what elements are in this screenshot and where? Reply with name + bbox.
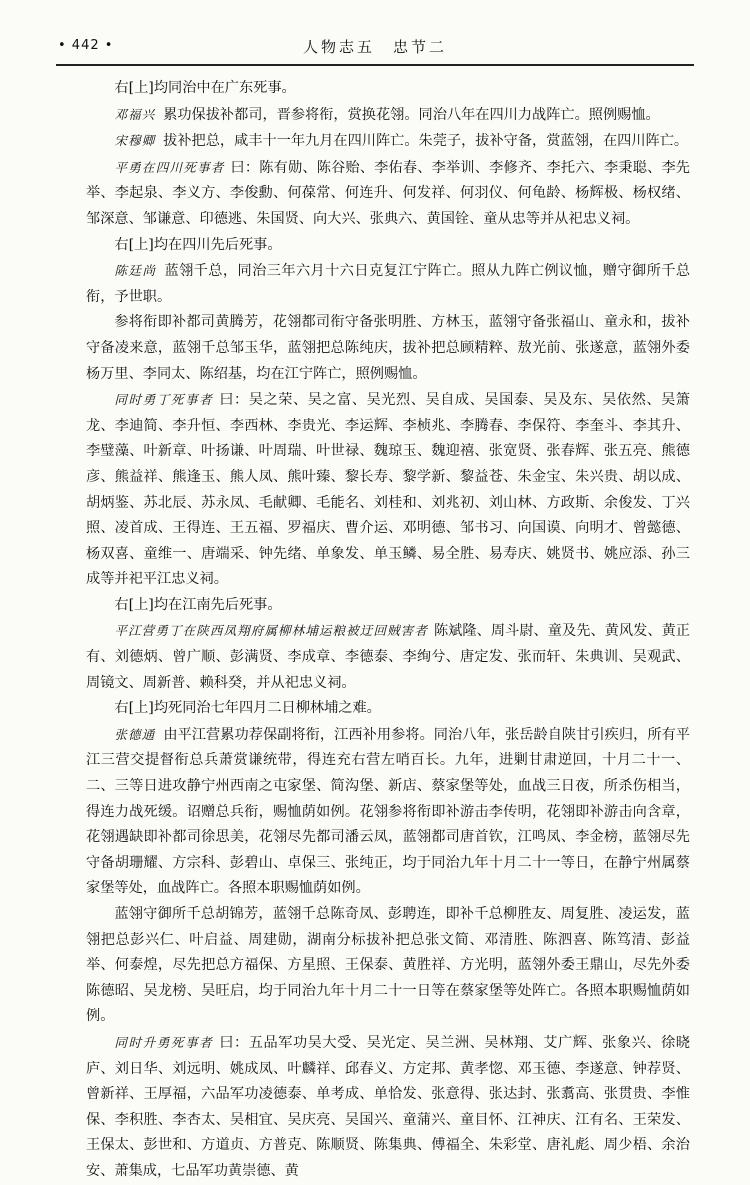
page-body xyxy=(86,76,690,1185)
paragraph: 陈廷尚 蓝翎千总，同治三年六月十六日克复江宁阵亡。照从九阵亡例议恤，赠守御所千总衔，予世职。 xyxy=(86,263,691,305)
running-title: 人物志五 忠节二 xyxy=(302,38,447,56)
person-name: 宋穆卿 xyxy=(114,133,156,149)
page-number: • 442 • xyxy=(58,38,114,53)
paragraph: 右[上]均死同治七年四月二日柳林埔之难。 xyxy=(114,700,381,717)
group-heading: 同时升勇死事者 xyxy=(114,1034,214,1050)
person-name: 邓福兴 xyxy=(114,106,156,122)
paragraph: 张德通 由平江营累功荐保副将衔，江西补用参将。同治八年，张岳龄自陕甘引疾归，所有平江三营交提督衔总兵萧赏谦统带，得连充右营左哨百长。九年，进剿甘肃逆回，十月二十一、二、三等日进攻静宁州西南之屯家堡、简沟堡、新店、蔡家堡等处，血战三日夜，所杀伤相当，得连力战死缓。诏赠总兵衔，赐恤荫如例。花翎参将衔即补游击李传明，花翎即补游击向含章，花翎遇缺即补都司徐思美，花翎尽先都司潘云凤，蓝翎都司唐首钦，江鸣凤、李金榜，蓝翎尽先守备胡珊耀、方宗科、彭碧山、卓保三、张纯正，均于同治九年十月二十一等日，在静宁州属蔡家堡等处，血战阵亡。各照本职赐恤荫如例。 xyxy=(86,726,690,897)
paragraph: 平江营勇丁在陕西凤翔府属柳林埔运粮被迂回贼害者 陈斌隆、周斗尉、童及先、黄风发、黄正有、刘德炳、曾广顺、彭满贤、李成章、李德泰、李绚兮、唐定发、张而轩、朱典训、吴观武、周镜文、周新普、赖科癸，并从祀忠义祠。 xyxy=(86,623,690,691)
person-name: 张德通 xyxy=(114,726,156,742)
group-heading: 平勇在四川死事者 xyxy=(114,159,225,175)
group-heading: 同时勇丁死事者 xyxy=(114,392,214,408)
paragraph: 右[上]均同治中在广东死事。 xyxy=(114,80,296,96)
header-rule xyxy=(56,64,694,66)
paragraph: 蓝翎守御所千总胡锦芳，蓝翎千总陈奇凤、彭聘连，即补千总柳胜友、周复胜、凌运发，蓝翎把总彭兴仁、叶启益、周建勋，湖南分标拔补把总张文简、邓清胜、陈泗喜、陈笃清、彭益举、何泰煌，尽先把总方福保、方星照、王保泰、黄胜祥、方光明，蓝翎外委王鼎山，尽先外委陈德昭、吴龙榜、吴旺启，均于同治九年十月二十一日等在蔡家堡等处阵亡。各照本职赐恤荫如例。 xyxy=(86,906,690,1025)
paragraph: 右[上]均在江南先后死事。 xyxy=(114,596,282,613)
paragraph: 参将衔即补都司黄腾芳，花翎都司衔守备张明胜、方林玉，蓝翎守备张福山、童永和，拔补守备凌来意，蓝翎千总邹玉华，蓝翎把总陈纯庆，拔补把总顾精粹、敖光前、张遂意，蓝翎外委杨万里、李同太、陈绍基，均在江宁阵亡，照例赐恤。 xyxy=(86,314,690,382)
paragraph: 同时升勇死事者 曰：五品军功吴大受、吴光定、吴兰洲、吴林翔、艾广辉、张象兴、徐晓庐、刘日华、刘远明、姚成凤、叶麟祥、邱春义、方定邦、黄孝惚、邓玉德、李遂意、钟荐贤、曾新祥、王厚福，六品军功凌德泰、单考成、单恰发、张意得、张达封、张翥高、张贯贵、李惟保、李积胜、李杏太、吴相宜、吴庆亮、吴国兴、童蒲兴、童目怀、江神庆、江有名、王荣发、王保太、彭世和、方道贞、方普克、陈顺贤、陈集典、傅福全、朱彩堂、唐礼彪、周少梧、余治安、萧集成，七品军功黄崇德、黄 xyxy=(86,1034,690,1179)
person-name: 陈廷尚 xyxy=(114,263,157,279)
paragraph: 右[上]均在四川先后死事。 xyxy=(114,236,282,253)
page-header xyxy=(58,30,692,60)
paragraph: 邓福兴 累功保拔补都司，晋参将衔，赏换花翎。同治八年在四川力战阵亡。照例赐恤。 xyxy=(114,106,660,123)
paragraph: 平勇在四川死事者 曰：陈有勋、陈谷贻、李佑春、李举训、李修齐、李托六、李秉聪、李先举、李起泉、李义方、李俊勳、何葆常、何连升、何发祥、何羽仪、何龟龄、杨辉极、杨权绪、邹深意、邹谦意、印德逃、朱国贤、向大兴、张典六、黄国铨、童从忠等并从祀忠义祠。 xyxy=(86,159,690,227)
paragraph: 同时勇丁死事者 曰：吴之荣、吴之富、吴光烈、吴自成、吴国泰、吴及东、吴依然、吴箫龙、李迪简、李升恒、李西林、李贵光、李运辉、李桢兆、李腾春、李保符、李奎斗、李其升、李璧藻、叶新章、叶扬谦、叶周瑞、叶世禄、魏琼玉、魏迎禧、张宽贤、张春辉、张五亮、熊德彦、熊益祥、熊逢玉、熊人凤、熊叶臻、黎长寿、黎学新、黎益苍、朱金宝、朱兴贵、胡以成、胡炳鉴、苏北辰、苏永凤、毛献卿、毛能名、刘桂和、刘兆初、刘山林、方政斯、余俊发、丁兴照、凌首成、王得连、王五福、罗福庆、曹介运、邓明德、邹书习、向国谟、向明才、曾懿德、杨双喜、童维一、唐端采、钟先绪、单象发、单玉鳞、易全胜、易寿庆、姚贤书、姚应添、孙三成等并祀平江忠义祠。 xyxy=(86,392,690,588)
group-heading: 平江营勇丁在陕西凤翔府属柳林埔运粮被迂回贼害者 xyxy=(114,623,428,639)
paragraph: 宋穆卿 拔补把总，咸丰十一年九月在四川阵亡。朱莞子，拔补守备，赏蓝翎，在四川阵亡。 xyxy=(114,133,689,150)
